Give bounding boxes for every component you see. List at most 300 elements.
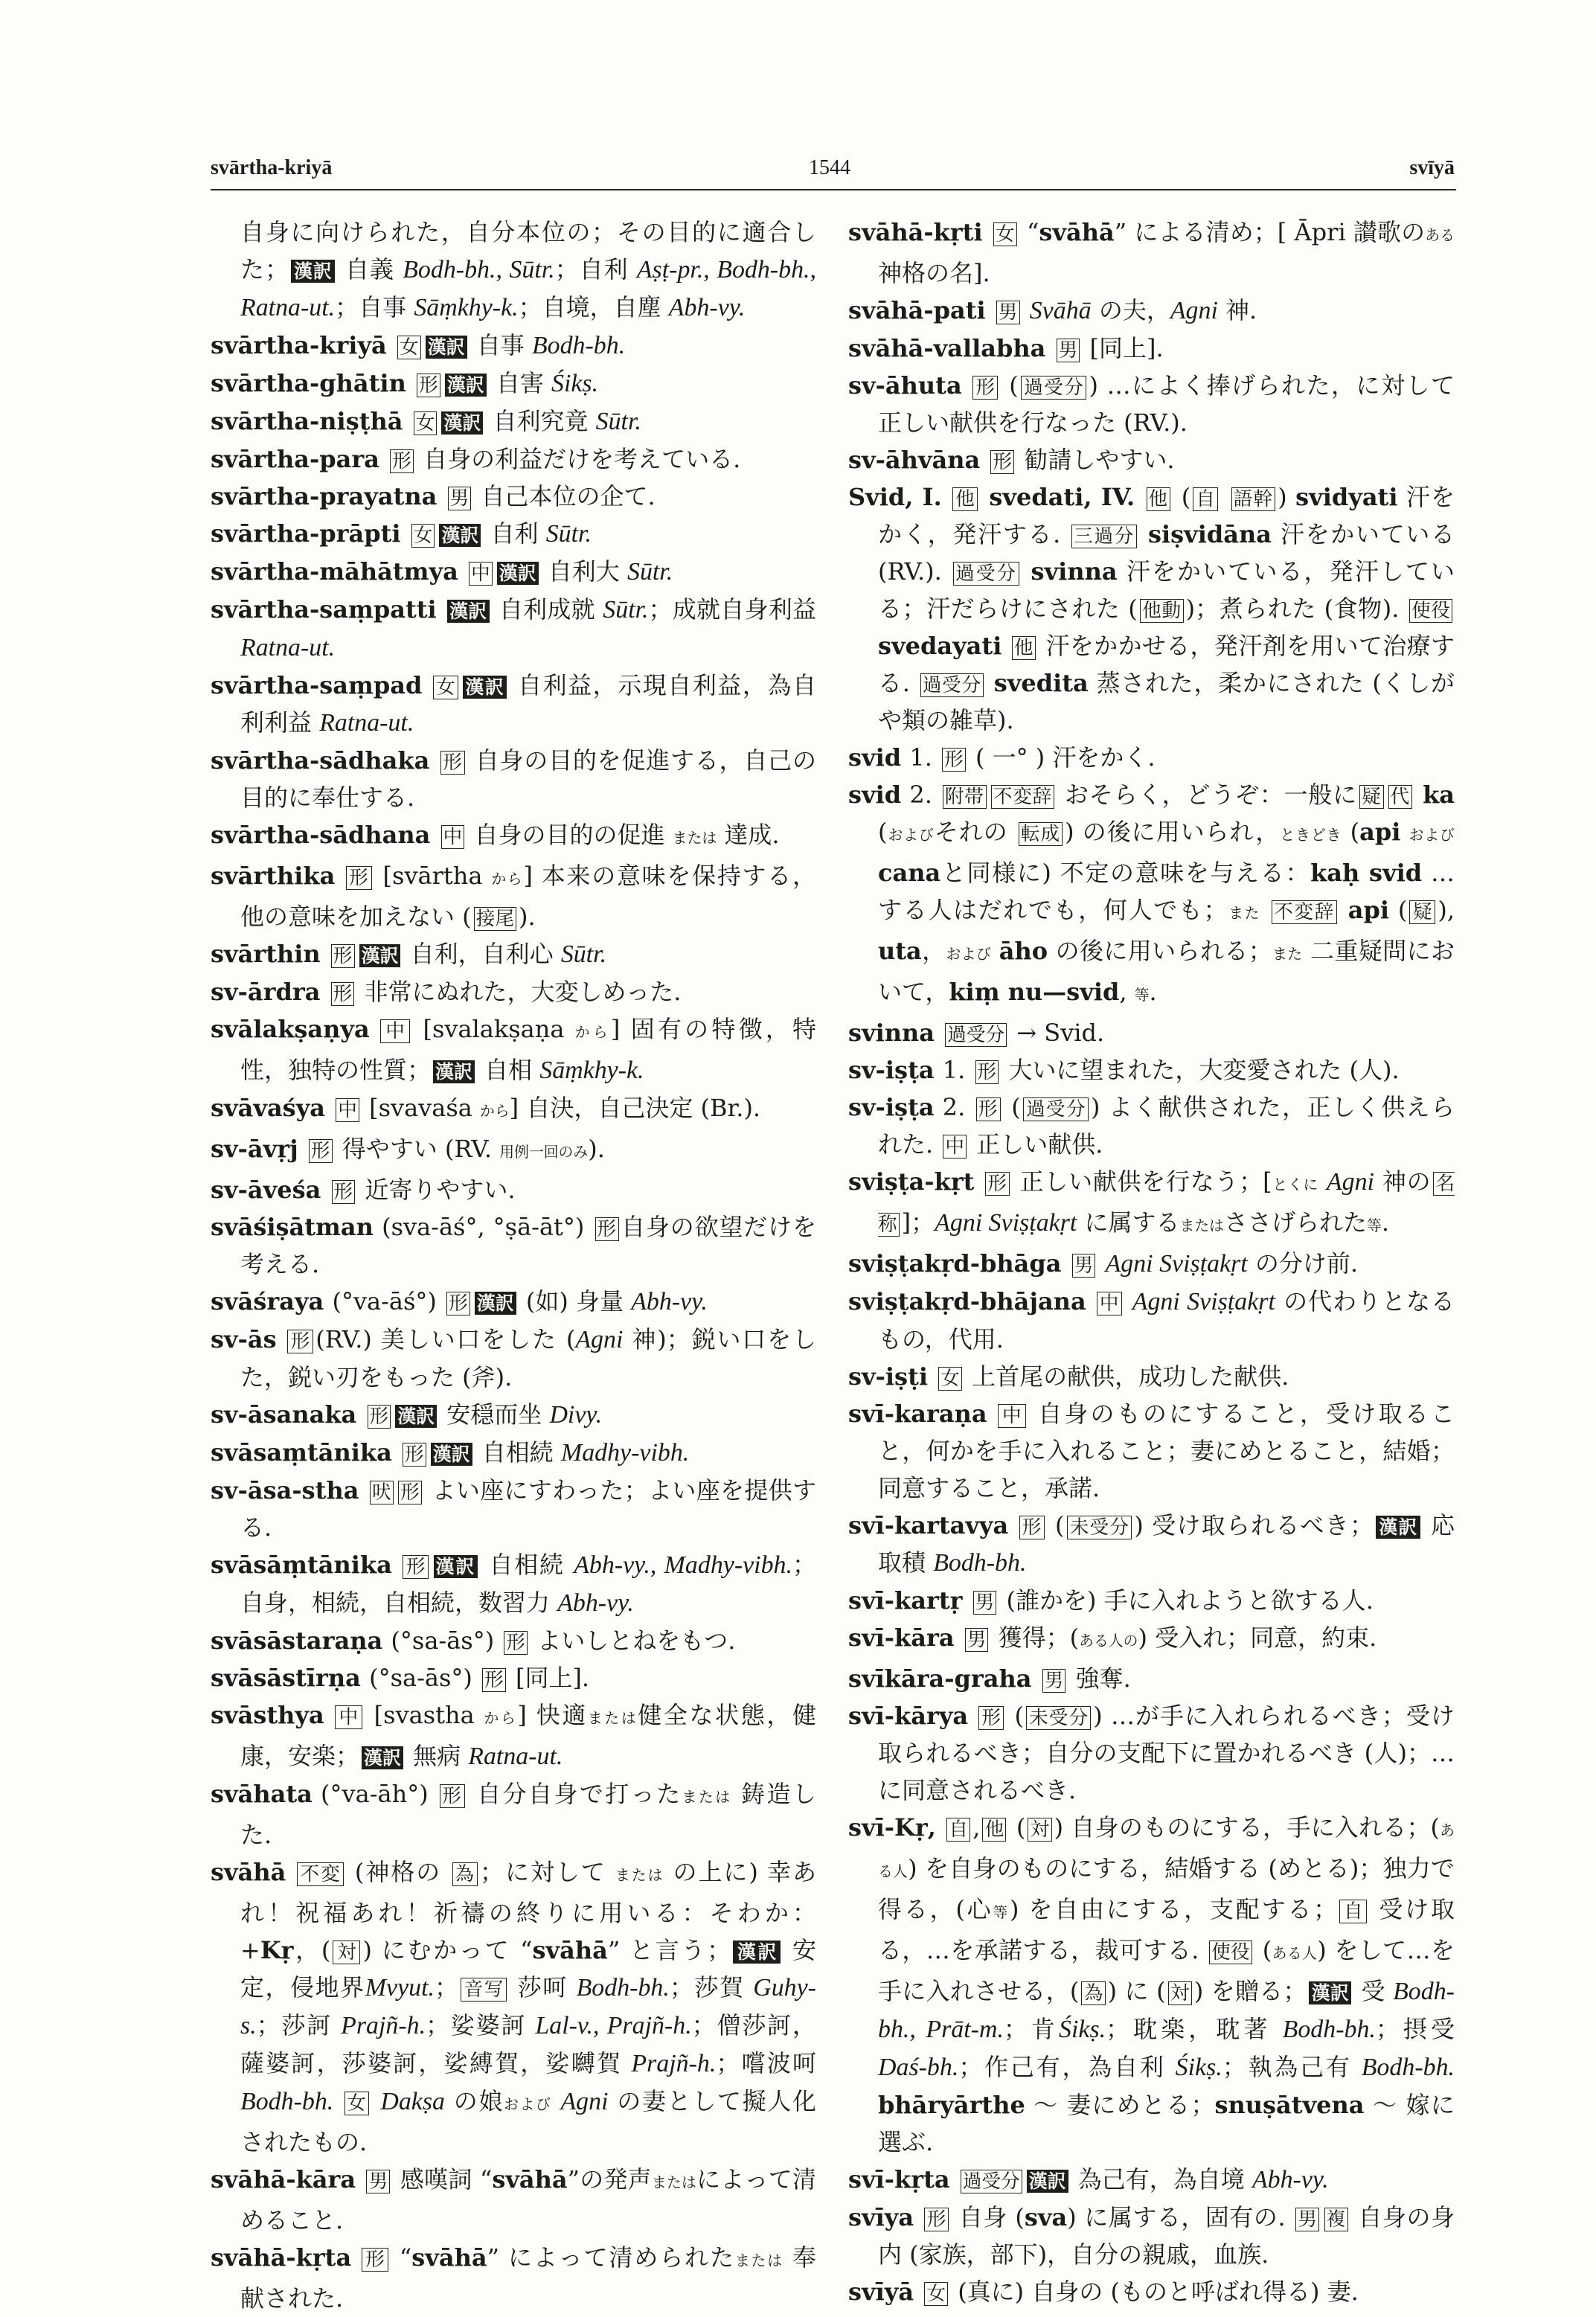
citation-source: Ratna-ut. <box>240 634 336 661</box>
entry-text: (真に) 自身の (ものと呼ばれ得る) 妻. <box>950 2278 1359 2306</box>
citation-source: Agni Sviṣṭakṛt <box>1132 1288 1275 1315</box>
small-note: および <box>887 827 935 844</box>
entry-text: . <box>1381 1208 1390 1237</box>
entry-text: ) に属する，固有の. <box>1067 2203 1294 2231</box>
entry-text: 自利益，示現自利益，為自利利益 <box>240 671 816 737</box>
grammar-label: 過受分 <box>953 562 1019 586</box>
grammar-label: 未受分 <box>1067 1516 1132 1539</box>
dictionary-entry <box>211 1622 816 1659</box>
small-note: および <box>1408 827 1455 844</box>
entry-text: それの <box>934 818 1016 846</box>
entry-text: の娘 <box>444 2087 504 2115</box>
entry-text: ；作己有，為自利 <box>958 2053 1176 2081</box>
dictionary-entry <box>211 1853 816 2161</box>
entry-headword: sviṣṭa-kṛt <box>848 1167 975 1196</box>
entry-text: 健全な状態，健康，安楽； <box>240 1701 816 1770</box>
entry-text <box>1097 1249 1105 1278</box>
dictionary-entry <box>211 553 816 591</box>
sanskrit-form: svinna <box>1031 557 1118 586</box>
chinese-translation-label: 漢訳 <box>441 411 483 435</box>
citation-source: Guhy-s. <box>240 1974 816 2039</box>
entry-text: ). <box>588 1135 605 1163</box>
header-rule <box>211 189 1456 190</box>
entry-text: 正しい献供. <box>969 1130 1103 1158</box>
entry-text: 2. <box>942 1093 974 1121</box>
grammar-label: 形 <box>446 1292 470 1315</box>
entry-headword: svārtha-sādhaka <box>211 746 430 775</box>
small-note: または <box>587 1710 638 1727</box>
entry-headword: svārtha-prayatna <box>211 482 438 510</box>
grammar-label: 対 <box>333 1941 360 1964</box>
grammar-label: 名称 <box>878 1173 1455 1236</box>
entry-text <box>1124 1287 1132 1315</box>
grammar-label: 形 <box>346 866 372 890</box>
entry-text: ]； <box>901 1208 935 1237</box>
entry-text: , <box>972 1813 981 1842</box>
grammar-label: 接尾 <box>474 907 516 931</box>
grammar-label: 中 <box>469 562 493 586</box>
grammar-label: 形 <box>417 374 440 397</box>
entry-text: ；自利 <box>554 255 637 283</box>
grammar-label: 対 <box>1028 1818 1051 1842</box>
citation-source: Divy. <box>549 1401 603 1429</box>
entry-text: ( 一° ) 汗をかく. <box>967 743 1156 772</box>
grammar-label: 為 <box>452 1862 478 1886</box>
entry-headword: sv-iṣṭa <box>848 1093 935 1121</box>
dictionary-entry <box>211 515 816 553</box>
entry-headword: sv-ārdra <box>211 978 321 1006</box>
dictionary-entry <box>848 330 1455 367</box>
entry-text: 自身の目的の促進 <box>467 821 673 849</box>
chinese-translation-label: 漢訳 <box>497 562 539 585</box>
entry-text: (如) 身量 <box>518 1287 632 1315</box>
entry-text: ， <box>921 937 946 965</box>
grammar-label: 男 <box>1295 2208 1319 2231</box>
entry-text: 安定，侵地界 <box>240 1936 816 2002</box>
entry-text: 自分自身で打った <box>467 1780 682 1808</box>
citation-source: Abh-vy. <box>557 1589 634 1617</box>
dictionary-entry <box>211 591 816 667</box>
grammar-label: 過受分 <box>1021 376 1087 400</box>
grammar-label: 女 <box>993 222 1017 246</box>
entry-text: ) …が手に入れられるべき；受け取られるべき；自分の支配下に置かれるべき (人)；…に同意されるべき. <box>878 1702 1455 1804</box>
citation-source: Sūtr. <box>626 558 673 586</box>
entry-text: “ <box>1019 218 1039 246</box>
dictionary-entry <box>211 1472 816 1546</box>
sanskrit-form: svidyati <box>1295 483 1398 511</box>
entry-text: ) 自身のものにする，手に入れる；( <box>1054 1813 1440 1842</box>
entry-text: よいしとねをもつ. <box>530 1627 736 1655</box>
dictionary-entry <box>848 367 1455 441</box>
entry-text: ” によって清められた <box>487 2243 735 2272</box>
entry-text: 感嘆詞 “ <box>392 2165 493 2193</box>
entry-text: ( <box>1002 1093 1021 1121</box>
chinese-translation-label: 漢訳 <box>463 676 507 699</box>
entry-text: ( <box>1254 1936 1272 1964</box>
entry-text: . <box>1149 978 1157 1006</box>
entry-text: 自相続 <box>474 1438 561 1467</box>
small-note: 用例一回のみ <box>499 1144 589 1161</box>
entry-text: → Svid. <box>1009 1019 1105 1047</box>
grammar-label: 対 <box>1168 1981 1192 2005</box>
grammar-label: 中 <box>441 825 465 849</box>
grammar-label: 男 <box>973 1591 997 1615</box>
entry-headword: svāhā-pati <box>848 296 986 324</box>
entry-headword: svīyā <box>848 2278 914 2306</box>
grammar-label: 形 <box>403 1555 429 1579</box>
sanskrit-form: svedati, IV. <box>980 483 1144 511</box>
entry-text: (RV.) 美しい口をした ( <box>315 1325 576 1353</box>
right-column <box>848 214 1455 2306</box>
entry-headword: svāsāṃtānika <box>211 1551 392 1579</box>
grammar-label: 吠 <box>370 1481 394 1504</box>
grammar-label: 形 <box>362 2248 388 2272</box>
chinese-translation-label: 漢訳 <box>447 600 490 623</box>
citation-source: Sūtr. <box>560 940 607 968</box>
grammar-label: 他 <box>952 487 978 511</box>
entry-text: ；摂受 <box>1375 2015 1455 2043</box>
grammar-label: 他 <box>982 1818 1006 1842</box>
entry-text <box>552 2087 561 2115</box>
entry-text: ( <box>1008 1813 1026 1842</box>
grammar-label: 女 <box>411 524 435 548</box>
entry-text: の代わりとなるもの，代用. <box>878 1287 1455 1353</box>
chinese-translation-label: 漢訳 <box>433 1060 475 1083</box>
sanskrit-form: svāhā <box>411 2243 487 2272</box>
dictionary-entry <box>211 1089 816 1130</box>
sanskrit-form: api <box>1347 896 1389 924</box>
grammar-label: 不変辞 <box>991 785 1054 809</box>
dictionary-entry <box>848 1163 1455 1245</box>
grammar-label: 形 <box>1019 1516 1045 1539</box>
entry-text: 達成. <box>717 821 780 849</box>
grammar-label: 女 <box>344 2092 369 2115</box>
citation-source: Sāṃkhy-k. <box>414 294 519 321</box>
citation-source: Agni <box>1326 1168 1374 1196</box>
entry-text: 神の <box>1374 1167 1432 1196</box>
grammar-label: 他 <box>1012 636 1036 660</box>
entry-text: 鋳造した. <box>240 1780 816 1849</box>
grammar-label: 自 <box>1339 1900 1367 1923</box>
entry-text: 自相 <box>476 1056 540 1084</box>
grammar-label: 形 <box>368 1405 391 1429</box>
citation-source: Lal-v., Prajñ-h. <box>535 2012 692 2039</box>
entry-headword: svārtha-niṣṭhā <box>211 407 403 435</box>
dictionary-entry <box>211 816 816 857</box>
sanskrit-form: api <box>1359 818 1401 846</box>
entry-headword: svārtha-māhātmya <box>211 557 458 586</box>
small-note: ある人 <box>878 1822 1455 1880</box>
entry-text: (°va-āś°) <box>332 1287 445 1315</box>
grammar-label: 転成 <box>1019 822 1063 846</box>
grammar-label: 中 <box>380 1019 410 1043</box>
small-note: から <box>491 871 524 888</box>
grammar-label: 未受分 <box>1026 1706 1091 1730</box>
entry-headword: svāhā-vallabha <box>848 334 1046 362</box>
entry-text <box>986 669 994 697</box>
entry-text: ；嚐波呵 <box>716 2049 816 2077</box>
citation-source: Agni Sviṣṭakṛt <box>1105 1250 1248 1278</box>
grammar-label: 過受分 <box>1023 1097 1089 1121</box>
entry-text: ) よく献供された，正しく供えられた. <box>878 1093 1455 1158</box>
entry-headword: Svid, I. <box>848 483 942 511</box>
entry-text: ( <box>1006 1702 1024 1730</box>
entry-text: 正しい献供を行なう；[ <box>1011 1167 1272 1196</box>
entry-text: 上首尾の献供，成功した献供. <box>964 1362 1289 1391</box>
grammar-label: 不変辞 <box>1272 900 1337 924</box>
dictionary-entry <box>848 1245 1455 1283</box>
entry-text: [svalakṣaṇa <box>412 1015 575 1043</box>
citation-source: Agni <box>1170 297 1218 324</box>
citation-source: Bodh-bh., Prāt-m. <box>878 1978 1455 2043</box>
grammar-label: 過受分 <box>920 673 984 697</box>
grammar-label: 形 <box>972 376 999 400</box>
entry-text: ( <box>1046 1511 1065 1539</box>
grammar-label: 形 <box>985 1172 1010 1196</box>
dictionary-entry <box>848 1697 1455 1809</box>
entry-headword: svārtha-prāpti <box>211 519 401 548</box>
dictionary-entry <box>211 2161 816 2239</box>
grammar-label: 形 <box>595 1217 619 1241</box>
entry-text: 自身の利益だけを考えている. <box>415 445 741 473</box>
entry-text: 自利 <box>483 519 546 548</box>
grammar-label: 男 <box>366 2170 390 2193</box>
left-column <box>211 214 817 2313</box>
entry-headword: svārtha-kriyā <box>211 331 387 359</box>
chinese-translation-label: 漢訳 <box>395 1405 437 1428</box>
entry-text: ；に対して <box>480 1858 615 1886</box>
sanskrit-form: svāhā <box>492 2165 568 2193</box>
entry-text: 汗をかく，発汗する. <box>878 483 1455 548</box>
small-note: 等 <box>993 1904 1010 1921</box>
sanskrit-form: kiṃ nu—svid <box>949 978 1120 1006</box>
citation-source: Agni Sviṣṭakṛt <box>935 1209 1077 1237</box>
entry-text: と同様に) 不定の意味を与える： <box>940 859 1311 887</box>
grammar-label: 中 <box>943 1135 967 1158</box>
sanskrit-form: svedayati <box>878 632 1002 660</box>
grammar-label: 形 <box>331 944 355 968</box>
entry-text: 安穏而坐 <box>439 1400 550 1429</box>
entry-headword: sv-āsa-stha <box>211 1476 359 1504</box>
small-note: から <box>480 1103 510 1120</box>
citation-source: Bodh-bh. <box>240 2088 334 2115</box>
dictionary-entry <box>211 742 816 816</box>
entry-text: 汗をかかせる，発汗剤を用いて治療する. <box>878 632 1455 697</box>
dictionary-entry <box>848 1660 1455 1697</box>
entry-headword: svārtha-ghātin <box>211 369 406 397</box>
grammar-label: 過受分 <box>945 1023 1007 1047</box>
sanskrit-form: kaḥ svid <box>1310 859 1423 887</box>
entry-headword: svārthin <box>211 940 321 968</box>
small-note: または <box>682 1789 732 1806</box>
entry-text: (誰かを) 手に入れようと欲する人. <box>999 1586 1374 1615</box>
dictionary-entry <box>211 1171 816 1208</box>
entry-headword: svinna <box>848 1019 935 1047</box>
entry-text: 自害 <box>488 369 551 397</box>
entry-headword: svārthika <box>211 862 336 890</box>
chinese-translation-label: 漢訳 <box>1027 2170 1068 2193</box>
entry-text: ( <box>1388 896 1408 924</box>
entry-text: ；自事 <box>335 293 414 321</box>
small-note: または <box>615 1867 664 1884</box>
citation-source: Sāṃkhy-k. <box>539 1057 644 1084</box>
citation-source: Bodh-bh. <box>933 1549 1027 1577</box>
citation-source: Madhy-vibh. <box>560 1439 690 1467</box>
entry-text: (°sa-ās°) <box>391 1627 502 1655</box>
entry-text: ] 固有の特徴，特性，独特の性質； <box>240 1015 816 1084</box>
grammar-label: 不変 <box>297 1862 344 1886</box>
entry-headword: sviṣṭakṛd-bhāga <box>848 1249 1062 1278</box>
entry-text: よい座にすわった；よい座を提供する. <box>240 1476 816 1542</box>
entry-text: 自身の目的を促進する，自己の目的に奉仕する. <box>240 746 816 812</box>
entry-text: 受 <box>1353 1977 1394 2005</box>
dictionary-entry <box>211 1130 816 1171</box>
grammar-label: 中 <box>336 1098 359 1122</box>
entry-headword: svāvaśya <box>211 1094 326 1122</box>
dictionary-entry <box>848 1619 1455 1660</box>
sanskrit-form: snuṣātvena <box>1214 2091 1365 2119</box>
citation-source: Agni <box>560 2088 609 2115</box>
entry-headword: svāsāstīrṇa <box>211 1664 361 1692</box>
entry-text <box>1001 632 1010 660</box>
chinese-translation-label: 漢訳 <box>439 524 481 547</box>
entry-headword: svī-kartavya <box>848 1511 1009 1539</box>
entry-headword: svāśiṣātman <box>211 1213 374 1241</box>
entry-headword: svī-kārya <box>848 1702 969 1730</box>
grammar-label: 過受分 <box>961 2170 1022 2193</box>
grammar-label: 形 <box>976 1097 1001 1121</box>
grammar-label: 形 <box>978 1706 1004 1730</box>
dictionary-entry <box>848 1283 1455 1358</box>
entry-headword: sv-āhuta <box>848 371 962 400</box>
entry-headword: svī-Kṛ, <box>848 1813 936 1842</box>
sanskrit-form: bhāryārthe <box>878 2091 1025 2119</box>
dictionary-entry <box>848 2161 1455 2199</box>
sanskrit-form: ka <box>1423 781 1455 809</box>
dictionary-entry <box>211 1659 816 1696</box>
grammar-label: 形 <box>504 1631 528 1655</box>
citation-source: Bodh-bh. <box>1361 2054 1455 2081</box>
dictionary-entry <box>848 1507 1455 1582</box>
entry-headword: sv-ās <box>211 1325 277 1353</box>
chinese-translation-label: 漢訳 <box>359 944 401 967</box>
small-note: また <box>1272 946 1303 963</box>
grammar-label: 形 <box>440 1784 465 1808</box>
entry-text <box>1400 818 1408 846</box>
entry-text: 自利大 <box>540 557 627 586</box>
entry-text: 二重疑問において， <box>878 937 1455 1006</box>
grammar-label: 中 <box>335 1705 362 1729</box>
entry-headword: sv-āvṛj <box>211 1135 298 1163</box>
citation-source: Prajñ-h. <box>341 2012 426 2039</box>
grammar-label: 女 <box>938 1367 962 1391</box>
entry-text: )；煮られた (食物). <box>1185 595 1408 623</box>
grammar-label: 自 <box>946 1818 970 1842</box>
entry-text: (sva-āś°, °ṣā-āt°) <box>382 1213 593 1241</box>
grammar-label: 男 <box>1072 1254 1096 1278</box>
grammar-label: 形 <box>331 982 355 1006</box>
entry-text: の妻として擬人化されたもの. <box>240 2087 817 2156</box>
grammar-label: 他動 <box>1140 599 1184 623</box>
entry-headword: sv-āhvāna <box>848 446 981 474</box>
sanskrit-form: Kṛ <box>260 1936 294 1964</box>
entry-text <box>1339 896 1348 924</box>
dictionary-entry <box>211 478 816 515</box>
entry-text: ] 本来の意味を保持する，他の意味を加えない ( <box>240 862 816 931</box>
entry-headword: sv-āveśa <box>211 1176 321 1204</box>
entry-text <box>1022 296 1030 324</box>
grammar-label: 男 <box>996 301 1020 324</box>
entry-headword: svāhā-kāra <box>211 2165 356 2193</box>
entry-text: 強奪. <box>1068 1664 1131 1693</box>
chinese-translation-label: 漢訳 <box>431 1443 472 1466</box>
entry-text: の後に用いられる； <box>1048 937 1272 965</box>
entry-headword: svālakṣaṇya <box>211 1015 370 1043</box>
entry-text: ；肯 <box>1003 2015 1060 2043</box>
sanskrit-form: sva <box>1024 2203 1068 2231</box>
entry-text <box>1139 520 1148 548</box>
dictionary-entry <box>211 1010 816 1089</box>
entry-headword: svid <box>848 743 902 772</box>
grammar-label: 女 <box>397 336 421 359</box>
entry-text: 自身に向けられた，自分本位の；その目的に適合した； <box>240 218 816 283</box>
grammar-label: 女 <box>924 2282 948 2306</box>
dictionary-entry <box>848 478 1455 739</box>
running-head-left: svārtha-kriyā <box>211 156 333 179</box>
citation-source: Bodh-bh. <box>1282 2016 1376 2043</box>
grammar-label: 女 <box>414 411 438 435</box>
dictionary-entry <box>211 1775 816 1853</box>
dictionary-entry <box>211 1396 816 1434</box>
entry-text: の分け前. <box>1247 1249 1359 1278</box>
entry-text: 自利究竟 <box>485 407 596 435</box>
sanskrit-form: siṣvidāna <box>1147 520 1272 548</box>
entry-text: ；莎賀 <box>669 1973 754 2002</box>
dictionary-entry <box>848 1089 1455 1163</box>
citation-source: Abh-vy., Madhy-vibh. <box>574 1551 792 1579</box>
citation-source: Bodh-bh. <box>531 332 626 359</box>
dictionary-entry <box>211 214 816 327</box>
entry-text: ( <box>878 818 888 846</box>
entry-text: ；成就自身利益 <box>648 595 816 624</box>
entry-headword: svāsaṃtānika <box>211 1438 392 1467</box>
small-note: および <box>946 946 992 963</box>
entry-headword: svārtha-para <box>211 445 379 473</box>
entry-text: 近寄りやすい. <box>357 1176 516 1204</box>
entry-text: 汗をかいている (RV.). <box>878 520 1455 586</box>
entry-text: ；執為己有 <box>1222 2053 1362 2081</box>
entry-headword: svārtha-saṃpatti <box>211 595 437 624</box>
entry-text: 獲得；( <box>990 1624 1080 1652</box>
entry-text: ) の後に用いられ， <box>1065 818 1281 846</box>
entry-text: ) を自由にする，支配する； <box>1010 1895 1338 1923</box>
citation-source: Prajñ-h. <box>631 2050 717 2077</box>
entry-text: の上に) 幸あれ！祝福あれ！祈禱の終りに用いる：そわか：+ <box>240 1858 816 1964</box>
dictionary-entry <box>211 935 816 973</box>
chinese-translation-label: 漢訳 <box>733 1941 781 1964</box>
entry-headword: sviṣṭakṛd-bhājana <box>848 1287 1086 1315</box>
grammar-label: 男 <box>965 1628 989 1652</box>
small-note: とくに <box>1272 1176 1319 1193</box>
citation-source: Bodh-bh. <box>576 1974 670 2002</box>
entry-text: 汗をかいている，発汗している；汗だらけにされた ( <box>878 557 1455 623</box>
small-note: ある <box>1425 227 1455 244</box>
entry-text: ～ 嫁に選ぶ. <box>878 2091 1455 2156</box>
entry-text: 神)；鋭い口をした，鋭い刃をもった (斧). <box>240 1325 816 1391</box>
running-head-right: svīyā <box>1409 156 1455 179</box>
citation-source: Abh-vy. <box>1252 2166 1329 2193</box>
entry-text: ” による清め；[ Āpri 讃歌の <box>1114 218 1426 246</box>
